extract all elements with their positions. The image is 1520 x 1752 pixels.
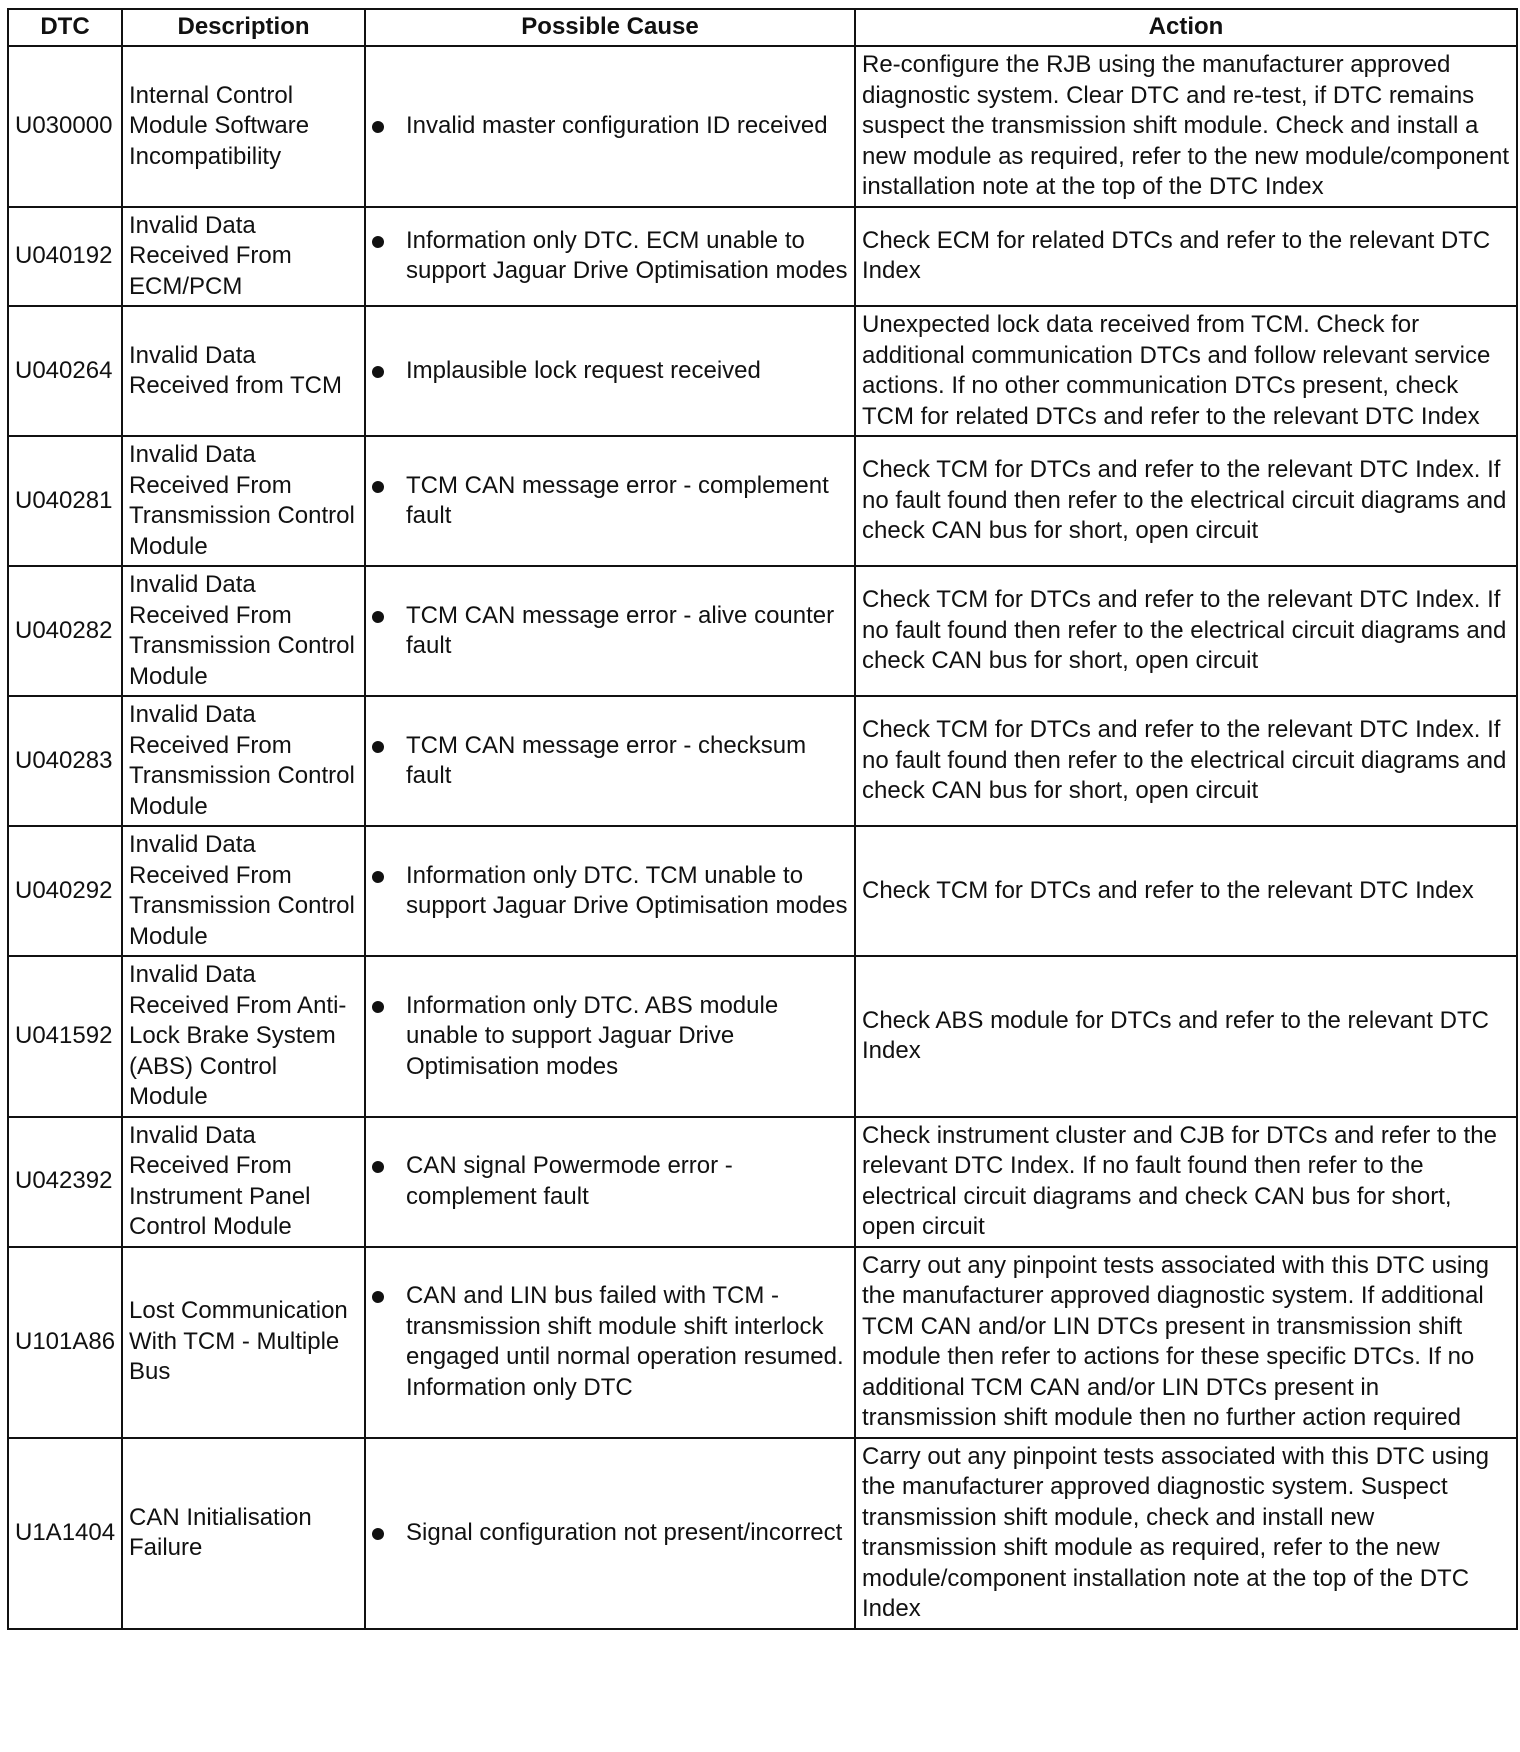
possible-cause-cell (365, 1117, 855, 1247)
action-cell: Check TCM for DTCs and refer to the relevant DTC Index (855, 826, 1517, 956)
dtc-code-cell: U040264 (8, 306, 122, 436)
possible-cause-cell (365, 696, 855, 826)
bullet-icon (372, 731, 406, 762)
table-row (8, 826, 1517, 956)
table-body (8, 46, 1517, 1629)
bullet-icon (372, 861, 406, 892)
possible-cause-text: Signal configuration not present/incorrect (406, 1518, 843, 1546)
header-possible-cause: Possible Cause (365, 9, 855, 46)
header-description: Description (122, 9, 365, 46)
action-cell: Re-configure the RJB using the manufacturer approved diagnostic system. Clear DTC and re-test, if DTC remains suspect the transmission shift module. Check and install a new module as required, refer to the new module/component installation note at the top of the DTC Index (855, 46, 1517, 207)
possible-cause-cell (365, 566, 855, 696)
table-row (8, 436, 1517, 566)
table-row (8, 696, 1517, 826)
table-row (8, 956, 1517, 1117)
dtc-code-cell: U030000 (8, 46, 122, 207)
description-cell: Invalid Data Received From Transmission Control Module (122, 566, 365, 696)
action-cell: Check instrument cluster and CJB for DTCs and refer to the relevant DTC Index. If no fault found then refer to the electrical circuit diagrams and check CAN bus for short, open circuit (855, 1117, 1517, 1247)
bullet-icon (372, 991, 406, 1022)
dtc-code-cell: U040283 (8, 696, 122, 826)
table-row (8, 46, 1517, 207)
description-cell: Invalid Data Received from TCM (122, 306, 365, 436)
possible-cause-cell (365, 306, 855, 436)
possible-cause-text: Information only DTC. ECM unable to support Jaguar Drive Optimisation modes (406, 226, 848, 285)
table-row (8, 1117, 1517, 1247)
action-cell: Check TCM for DTCs and refer to the relevant DTC Index. If no fault found then refer to the electrical circuit diagrams and check CAN bus for short, open circuit (855, 566, 1517, 696)
table-header-row (8, 9, 1517, 46)
table-row (8, 1438, 1517, 1629)
possible-cause-text: Information only DTC. TCM unable to support Jaguar Drive Optimisation modes (406, 861, 848, 919)
bullet-icon (372, 471, 406, 502)
dtc-code-cell: U040292 (8, 826, 122, 956)
description-cell: Invalid Data Received From ECM/PCM (122, 207, 365, 307)
description-cell: Invalid Data Received From Transmission Control Module (122, 696, 365, 826)
table-row (8, 306, 1517, 436)
possible-cause-cell (365, 826, 855, 956)
dtc-code-cell: U040192 (8, 207, 122, 307)
description-cell: Invalid Data Received From Transmission Control Module (122, 826, 365, 956)
table-row (8, 207, 1517, 307)
dtc-code-cell: U1A1404 (8, 1438, 122, 1629)
bullet-icon (372, 356, 406, 387)
table-row (8, 1247, 1517, 1438)
possible-cause-cell (365, 956, 855, 1117)
action-cell: Carry out any pinpoint tests associated with this DTC using the manufacturer approved diagnostic system. Suspect transmission shift module, check and install new transmission shift module as required, refer to the new module/component installation note at the top of the DTC Index (855, 1438, 1517, 1629)
bullet-icon (372, 111, 406, 142)
bullet-icon (372, 1518, 406, 1549)
possible-cause-text: Invalid master configuration ID received (406, 112, 828, 139)
dtc-code-cell: U040282 (8, 566, 122, 696)
possible-cause-text: TCM CAN message error - complement fault (406, 471, 829, 529)
action-cell: Check TCM for DTCs and refer to the relevant DTC Index. If no fault found then refer to the electrical circuit diagrams and check CAN bus for short, open circuit (855, 436, 1517, 566)
possible-cause-text: CAN signal Powermode error - complement fault (406, 1152, 733, 1210)
action-cell: Unexpected lock data received from TCM. Check for additional communication DTCs and follow relevant service actions. If no other communication DTCs present, check TCM for related DTCs and refer to the relevant DTC Index (855, 306, 1517, 436)
possible-cause-cell (365, 1438, 855, 1629)
possible-cause-text: Information only DTC. ABS module unable to support Jaguar Drive Optimisation modes (406, 991, 779, 1080)
possible-cause-cell (365, 46, 855, 207)
possible-cause-text: CAN and LIN bus failed with TCM - transmission shift module shift interlock engaged until normal operation resumed. Information only DTC (406, 1282, 844, 1401)
bullet-icon (372, 601, 406, 632)
header-action: Action (855, 9, 1517, 46)
action-cell: Check ECM for related DTCs and refer to the relevant DTC Index (855, 207, 1517, 307)
action-cell: Check ABS module for DTCs and refer to the relevant DTC Index (855, 956, 1517, 1117)
bullet-icon (372, 226, 406, 257)
possible-cause-cell (365, 436, 855, 566)
dtc-code-cell: U041592 (8, 956, 122, 1117)
possible-cause-cell (365, 207, 855, 307)
action-cell: Check TCM for DTCs and refer to the relevant DTC Index. If no fault found then refer to the electrical circuit diagrams and check CAN bus for short, open circuit (855, 696, 1517, 826)
description-cell: CAN Initialisation Failure (122, 1438, 365, 1629)
dtc-code-cell: U040281 (8, 436, 122, 566)
dtc-code-cell: U042392 (8, 1117, 122, 1247)
description-cell: Invalid Data Received From Anti-Lock Brake System (ABS) Control Module (122, 956, 365, 1117)
bullet-icon (372, 1281, 406, 1312)
dtc-code-cell: U101A86 (8, 1247, 122, 1438)
possible-cause-text: Implausible lock request received (406, 356, 761, 384)
description-cell: Invalid Data Received From Transmission Control Module (122, 436, 365, 566)
possible-cause-cell (365, 1247, 855, 1438)
possible-cause-text: TCM CAN message error - checksum fault (406, 731, 807, 789)
description-cell: Internal Control Module Software Incompatibility (122, 46, 365, 207)
dtc-table (7, 8, 1518, 1630)
bullet-icon (372, 1151, 406, 1182)
possible-cause-text: TCM CAN message error - alive counter fault (406, 601, 835, 659)
table-row (8, 566, 1517, 696)
header-dtc: DTC (8, 9, 122, 46)
description-cell: Lost Communication With TCM - Multiple Bus (122, 1247, 365, 1438)
action-cell: Carry out any pinpoint tests associated with this DTC using the manufacturer approved diagnostic system. If additional TCM CAN and/or LIN DTCs present in transmission shift module then refer to actions for these specific DTCs. If no additional TCM CAN and/or LIN DTCs present in transmission shift module then no further action required (855, 1247, 1517, 1438)
description-cell: Invalid Data Received From Instrument Panel Control Module (122, 1117, 365, 1247)
